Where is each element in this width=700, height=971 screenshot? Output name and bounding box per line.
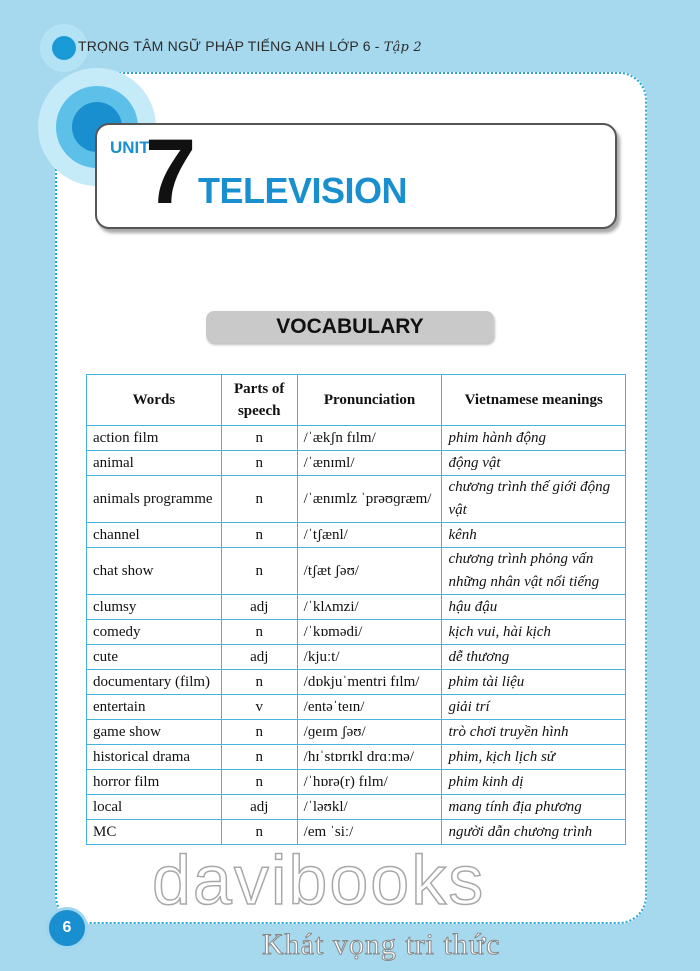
cell-word: horror film: [87, 770, 222, 795]
cell-meaning: giải trí: [442, 695, 626, 720]
cell-pronunciation: /entəˈteɪn/: [297, 695, 442, 720]
cell-pronunciation: /ˈænɪmlz ˈprəʊɡræm/: [297, 476, 442, 523]
cell-pronunciation: /ɡeɪm ʃəʊ/: [297, 720, 442, 745]
cell-pronunciation: /ˈtʃænl/: [297, 523, 442, 548]
cell-pos: n: [221, 548, 297, 595]
book-volume: Tập 2: [383, 40, 422, 55]
cell-word: entertain: [87, 695, 222, 720]
vocabulary-rows: [87, 426, 626, 845]
cell-meaning: phim hành động: [442, 426, 626, 451]
cell-meaning: động vật: [442, 451, 626, 476]
cell-meaning: phim kinh dị: [442, 770, 626, 795]
table-row: [87, 720, 626, 745]
cell-pronunciation: /em ˈsiː/: [297, 820, 442, 845]
cell-meaning: dễ thương: [442, 645, 626, 670]
cell-pronunciation: /ˈækʃn fɪlm/: [297, 426, 442, 451]
cell-pos: n: [221, 820, 297, 845]
cell-pronunciation: /ˈləʊkl/: [297, 795, 442, 820]
cell-word: action film: [87, 426, 222, 451]
header-words: Words: [87, 375, 222, 426]
table-row: [87, 548, 626, 595]
cell-word: animals programme: [87, 476, 222, 523]
cell-word: comedy: [87, 620, 222, 645]
header-decor-circle-inner: [52, 36, 76, 60]
cell-pos: n: [221, 670, 297, 695]
page-number: 6: [46, 907, 88, 949]
header-parts-of-speech: Parts of speech: [221, 375, 297, 426]
table-row: [87, 695, 626, 720]
cell-pos: n: [221, 426, 297, 451]
unit-number: 7: [145, 121, 197, 223]
cell-pos: n: [221, 620, 297, 645]
table-row: [87, 451, 626, 476]
unit-label: UNIT: [110, 138, 150, 157]
cell-pos: adj: [221, 795, 297, 820]
section-title: VOCABULARY: [206, 311, 494, 343]
cell-meaning: mang tính địa phương: [442, 795, 626, 820]
table-header-row: [87, 375, 626, 426]
book-header: [78, 38, 422, 55]
table-row: [87, 620, 626, 645]
cell-pronunciation: /ˈklʌmzi/: [297, 595, 442, 620]
watermark-slogan: Khát vọng tri thức: [262, 928, 501, 961]
vocabulary-table: [86, 374, 626, 845]
cell-meaning: trò chơi truyền hình: [442, 720, 626, 745]
cell-pronunciation: /tʃæt ʃəʊ/: [297, 548, 442, 595]
cell-pos: n: [221, 451, 297, 476]
watermark-brand: davibooks: [152, 841, 486, 919]
cell-word: channel: [87, 523, 222, 548]
table-row: [87, 595, 626, 620]
cell-pos: adj: [221, 595, 297, 620]
cell-word: local: [87, 795, 222, 820]
book-title: TRỌNG TÂM NGỮ PHÁP TIẾNG ANH LỚP 6 -: [78, 38, 384, 54]
cell-word: documentary (film): [87, 670, 222, 695]
table-row: [87, 795, 626, 820]
table-row: [87, 523, 626, 548]
cell-word: game show: [87, 720, 222, 745]
header-vietnamese-meanings: Vietnamese meanings: [442, 375, 626, 426]
table-row: [87, 770, 626, 795]
cell-meaning: chương trình phỏng vấn những nhân vật nổi tiếng: [442, 548, 626, 595]
cell-meaning: hậu đậu: [442, 595, 626, 620]
cell-word: animal: [87, 451, 222, 476]
cell-word: chat show: [87, 548, 222, 595]
cell-pronunciation: /dɒkjuˈmentri fɪlm/: [297, 670, 442, 695]
table-row: [87, 745, 626, 770]
cell-pronunciation: /hɪˈstɒrɪkl drɑːmə/: [297, 745, 442, 770]
cell-meaning: phim tài liệu: [442, 670, 626, 695]
cell-meaning: kịch vui, hài kịch: [442, 620, 626, 645]
cell-pos: n: [221, 770, 297, 795]
cell-word: clumsy: [87, 595, 222, 620]
cell-word: historical drama: [87, 745, 222, 770]
unit-title: TELEVISION: [198, 170, 408, 211]
cell-pronunciation: /kjuːt/: [297, 645, 442, 670]
cell-pronunciation: /ˈkɒmədi/: [297, 620, 442, 645]
cell-pos: n: [221, 745, 297, 770]
cell-pos: n: [221, 720, 297, 745]
cell-pronunciation: /ˈænɪml/: [297, 451, 442, 476]
cell-meaning: kênh: [442, 523, 626, 548]
cell-meaning: người dẫn chương trình: [442, 820, 626, 845]
cell-meaning: chương trình thế giới động vật: [442, 476, 626, 523]
cell-meaning: phim, kịch lịch sử: [442, 745, 626, 770]
cell-pos: n: [221, 523, 297, 548]
cell-pos: v: [221, 695, 297, 720]
table-row: [87, 426, 626, 451]
cell-word: cute: [87, 645, 222, 670]
cell-word: MC: [87, 820, 222, 845]
cell-pos: n: [221, 476, 297, 523]
cell-pronunciation: /ˈhɒrə(r) fɪlm/: [297, 770, 442, 795]
table-row: [87, 670, 626, 695]
cell-pos: adj: [221, 645, 297, 670]
header-pronunciation: Pronunciation: [297, 375, 442, 426]
table-row: [87, 645, 626, 670]
table-row: [87, 476, 626, 523]
